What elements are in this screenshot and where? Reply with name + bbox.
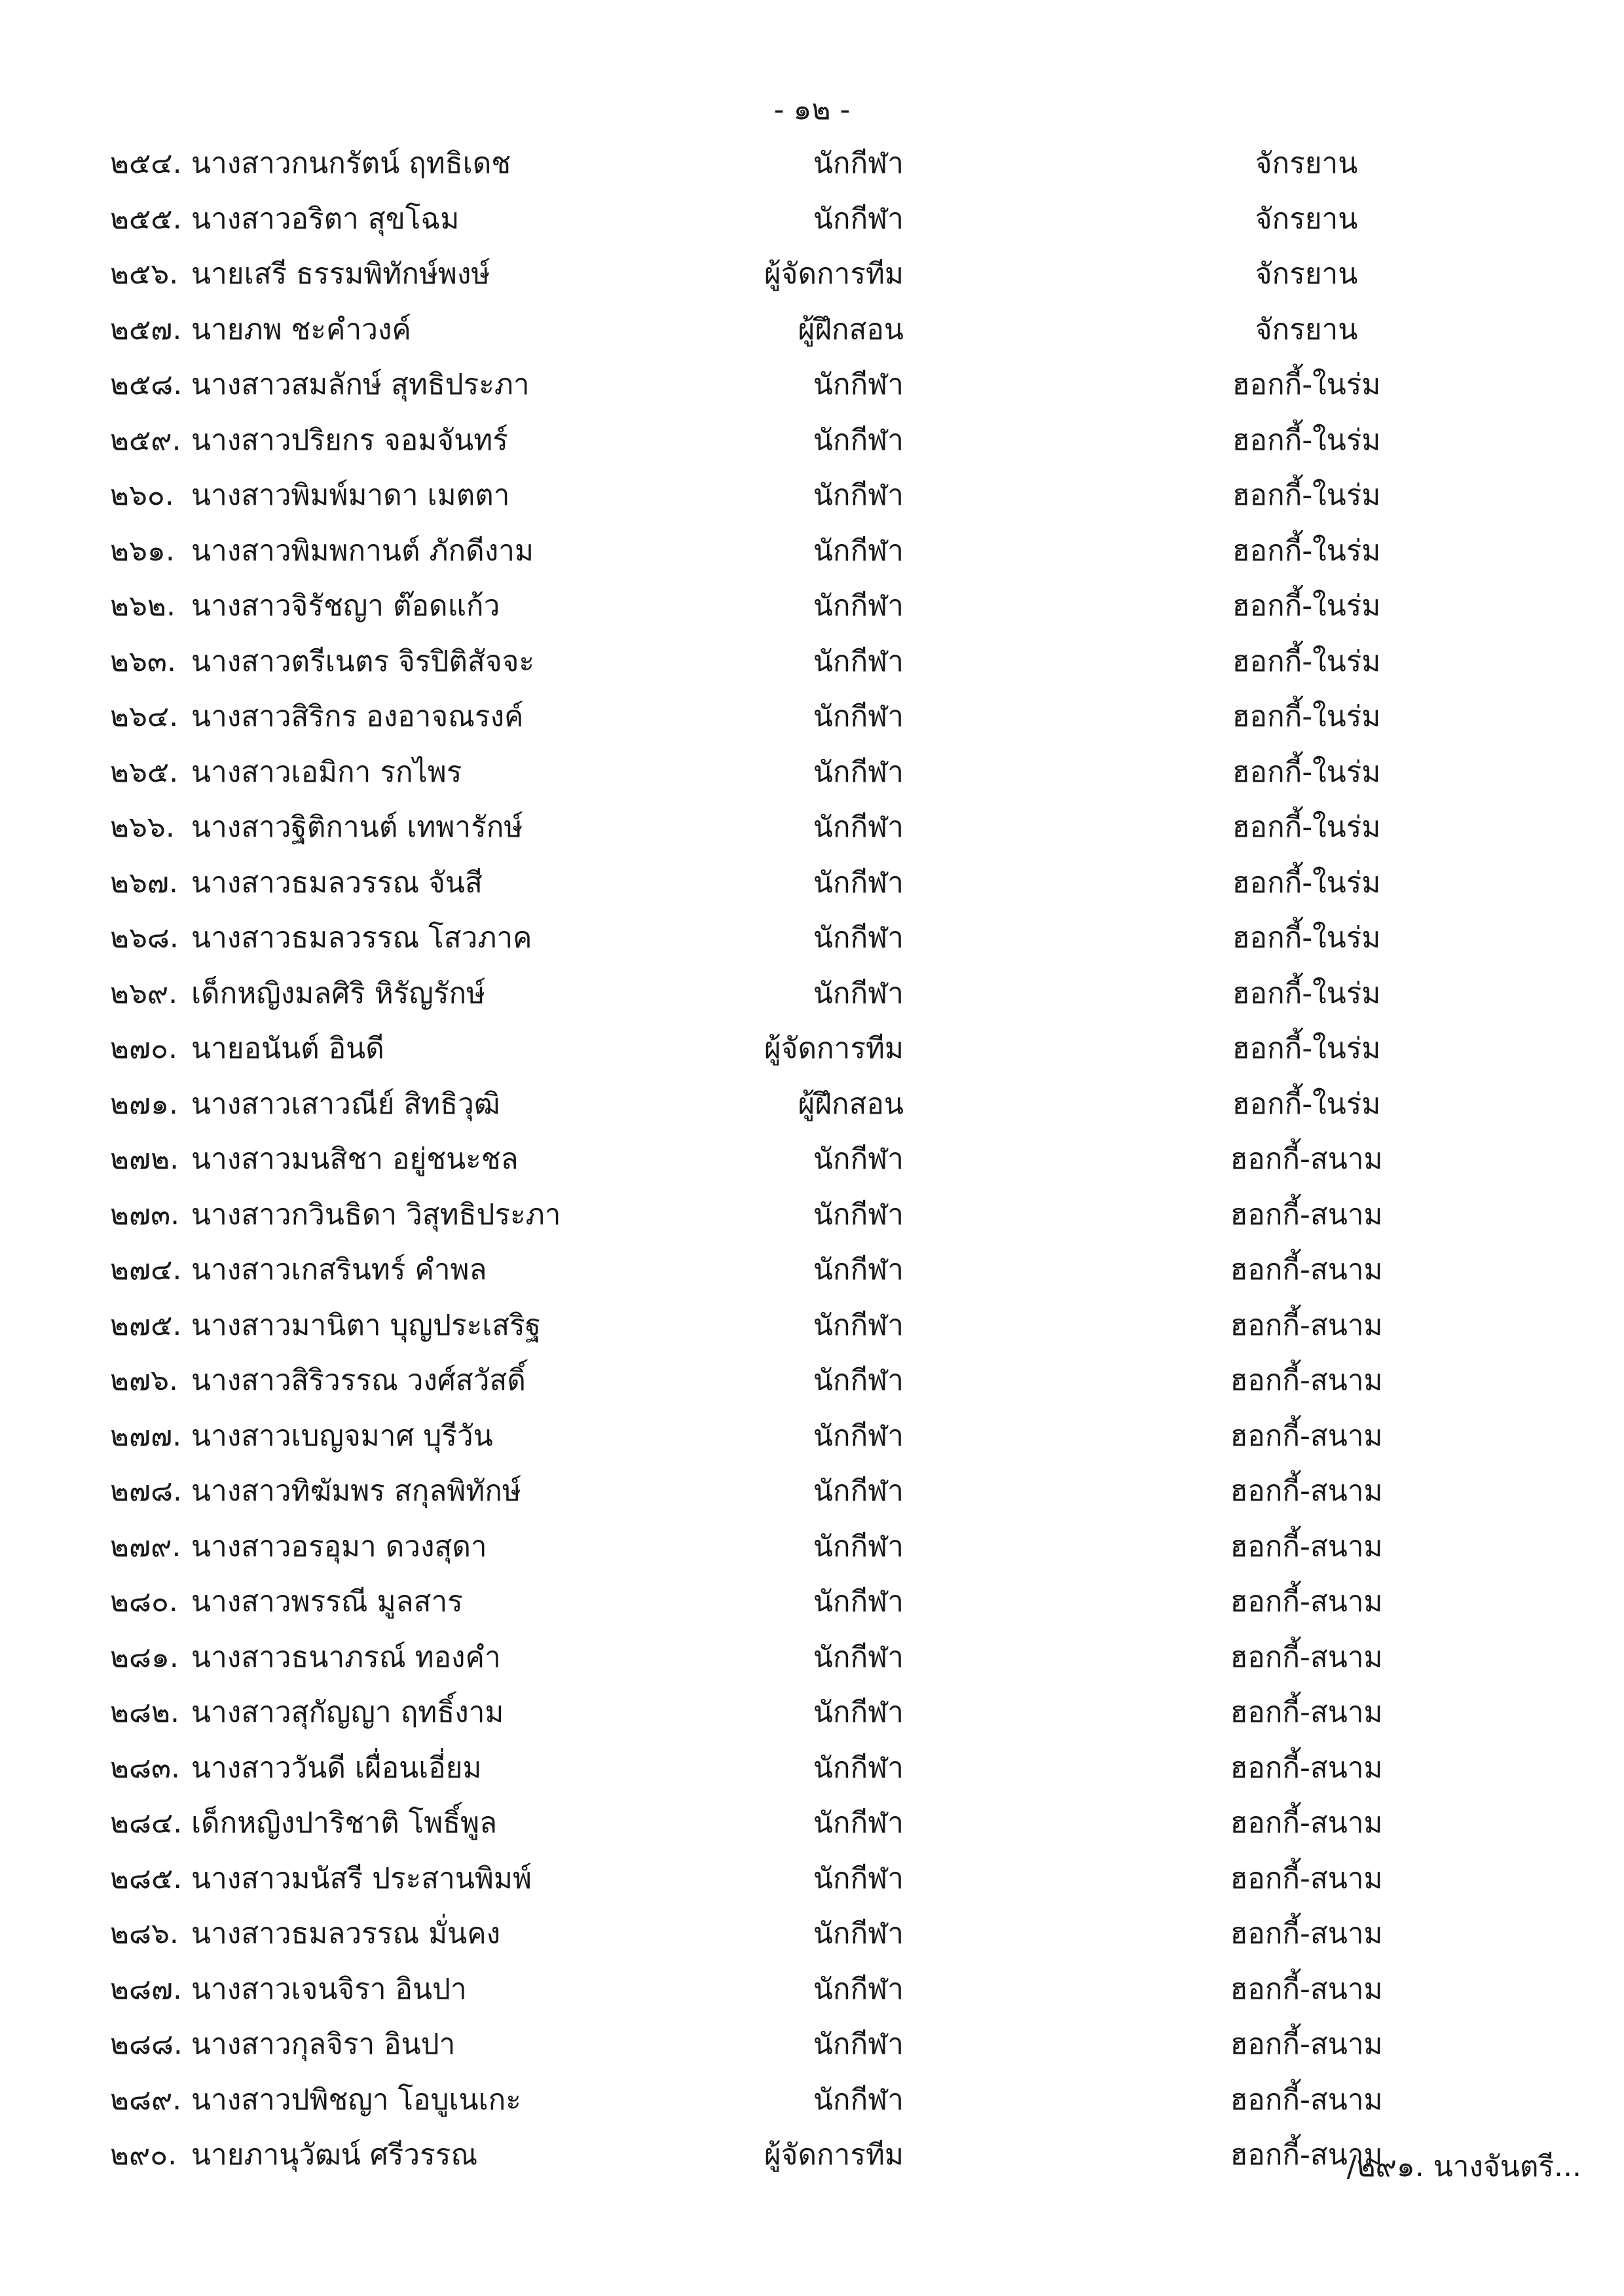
item-number: ๒๕๘.: [110, 368, 183, 401]
item-number: ๒๕๙.: [110, 423, 181, 457]
list-item: [0, 750, 1624, 805]
list-item: [0, 1524, 1624, 1580]
list-item: [0, 141, 1624, 196]
role-label: ผู้ฝึกสอน: [798, 1087, 904, 1121]
role-label: นักกีฬา: [813, 1364, 904, 1397]
item-number: ๒๖๗.: [110, 866, 179, 900]
sport-label: ฮอกกี้-สนาม: [1230, 1529, 1383, 1563]
sport-label: ฮอกกี้-ในร่ม: [1232, 866, 1381, 900]
person-name: นายภานุวัฒน์ ศรีวรรณ: [191, 2138, 478, 2172]
sport-label: ฮอกกี้-สนาม: [1230, 2028, 1383, 2061]
item-number: ๒๖๘.: [110, 921, 179, 955]
list-item: [0, 1800, 1624, 1856]
sport-label: จักรยาน: [1255, 147, 1358, 180]
sport-label: ฮอกกี้-สนาม: [1230, 1861, 1383, 1895]
item-number: ๒๕๖.: [110, 257, 179, 291]
sport-label: จักรยาน: [1255, 312, 1358, 346]
list-item: [0, 971, 1624, 1027]
role-label: นักกีฬา: [813, 1585, 904, 1618]
list-item: [0, 251, 1624, 307]
person-name: นางสาวมนสิชา อยู่ชนะชล: [191, 1142, 519, 1176]
role-label: นักกีฬา: [813, 202, 904, 236]
sport-label: ฮอกกี้-สนาม: [1230, 1640, 1383, 1674]
person-name: นางสาวเบญจมาศ บุรีวัน: [191, 1419, 493, 1453]
role-label: นักกีฬา: [813, 368, 904, 401]
list-item: [0, 1468, 1624, 1524]
item-number: ๒๖๑.: [110, 534, 175, 568]
item-number: ๒๗๕.: [110, 1308, 182, 1342]
person-name: นางสาวปพิชญา โอบูเนเกะ: [191, 2083, 521, 2117]
sport-label: ฮอกกี้-ในร่ม: [1232, 423, 1381, 457]
item-number: ๒๘๕.: [110, 1861, 183, 1895]
person-name: เด็กหญิงปาริชาติ โพธิ์พูล: [191, 1806, 498, 1840]
item-number: ๒๗๓.: [110, 1197, 180, 1231]
person-name: นางสาวสมลักษ์ สุทธิประภา: [191, 368, 530, 401]
person-name: นางสาวธมลวรรณ จันสี: [191, 866, 483, 900]
person-name: นางสาวกุลจิรา อินปา: [191, 2028, 456, 2061]
item-number: ๒๘๖.: [110, 1917, 179, 1950]
list-item: [0, 860, 1624, 916]
role-label: นักกีฬา: [813, 2083, 904, 2117]
list-item: [0, 362, 1624, 418]
person-name: นางสาวกวินธิดา วิสุทธิประภา: [191, 1197, 561, 1231]
person-name: นางสาวเอมิกา รกไพร: [191, 755, 462, 789]
role-label: นักกีฬา: [813, 811, 904, 844]
sport-label: ฮอกกี้-สนาม: [1230, 1696, 1383, 1729]
item-number: ๒๗๐.: [110, 1032, 177, 1065]
person-name: นายภพ ชะคำวงค์: [191, 312, 411, 346]
list-item: [0, 1579, 1624, 1635]
item-number: ๒๕๕.: [110, 202, 182, 236]
sport-label: ฮอกกี้-ในร่ม: [1232, 921, 1381, 955]
item-number: ๒๘๗.: [110, 1972, 183, 2006]
person-name: นางสาวสิริกร องอาจณรงค์: [191, 700, 524, 733]
person-name: นางสาวธมลวรรณ มั่นคง: [191, 1917, 501, 1950]
sport-label: ฮอกกี้-ในร่ม: [1232, 755, 1381, 789]
item-number: ๒๘๒.: [110, 1696, 179, 1729]
list-item: [0, 1247, 1624, 1303]
list-item: [0, 528, 1624, 584]
sport-label: ฮอกกี้-ในร่ม: [1232, 479, 1381, 512]
list-item: [0, 1745, 1624, 1801]
sport-label: ฮอกกี้-ในร่ม: [1232, 700, 1381, 733]
person-name: นางสาวเจนจิรา อินปา: [191, 1972, 467, 2006]
role-label: นักกีฬา: [813, 1696, 904, 1729]
sport-label: ฮอกกี้-ในร่ม: [1232, 589, 1381, 623]
person-name: นางสาวมนัสรี ประสานพิมพ์: [191, 1861, 532, 1895]
role-label: นักกีฬา: [813, 1474, 904, 1508]
person-name: นางสาวอรอุมา ดวงสุดา: [191, 1529, 487, 1563]
person-name: นายเสรี ธรรมพิทักษ์พงษ์: [191, 257, 490, 291]
item-number: ๒๖๐.: [110, 479, 174, 512]
sport-label: ฮอกกี้-สนาม: [1230, 1917, 1383, 1950]
person-name: เด็กหญิงมลศิริ หิรัญรักษ์: [191, 976, 486, 1010]
sport-label: ฮอกกี้-ในร่ม: [1232, 1032, 1381, 1065]
list-item: [0, 1690, 1624, 1745]
person-name: นายอนันต์ อินดี: [191, 1032, 384, 1065]
item-number: ๒๕๗.: [110, 312, 182, 346]
list-item: [0, 1192, 1624, 1248]
list-item: [0, 473, 1624, 528]
person-name: นางสาวพิมพ์มาดา เมตตา: [191, 479, 510, 512]
item-number: ๒๗๖.: [110, 1364, 179, 1397]
item-number: ๒๗๘.: [110, 1474, 183, 1508]
item-number: ๒๗๑.: [110, 1087, 179, 1121]
participant-list: [0, 141, 1624, 2188]
role-label: นักกีฬา: [813, 1253, 904, 1286]
sport-label: ฮอกกี้-สนาม: [1230, 1364, 1383, 1397]
list-item: [0, 1967, 1624, 2022]
sport-label: ฮอกกี้-ในร่ม: [1232, 368, 1381, 401]
item-number: ๒๖๓.: [110, 644, 176, 678]
item-number: ๒๖๖.: [110, 811, 175, 844]
list-item: [0, 915, 1624, 971]
item-number: ๒๖๔.: [110, 700, 179, 733]
sport-label: ฮอกกี้-ในร่ม: [1232, 534, 1381, 568]
role-label: นักกีฬา: [813, 1142, 904, 1176]
person-name: นางสาวฐิติกานต์ เทพารักษ์: [191, 811, 523, 844]
sport-label: ฮอกกี้-สนาม: [1230, 1585, 1383, 1618]
item-number: ๒๗๗.: [110, 1419, 182, 1453]
role-label: นักกีฬา: [813, 479, 904, 512]
list-item: [0, 196, 1624, 252]
sport-label: ฮอกกี้-สนาม: [1230, 1253, 1383, 1286]
role-label: นักกีฬา: [813, 1806, 904, 1840]
list-item: [0, 639, 1624, 695]
role-label: ผู้จัดการทีม: [764, 2138, 904, 2172]
item-number: ๒๘๘.: [110, 2028, 183, 2061]
role-label: นักกีฬา: [813, 755, 904, 789]
sport-label: ฮอกกี้-สนาม: [1230, 1142, 1383, 1176]
person-name: นางสาวธนาภรณ์ ทองคำ: [191, 1640, 501, 1674]
role-label: นักกีฬา: [813, 147, 904, 180]
role-label: นักกีฬา: [813, 534, 904, 568]
sport-label: จักรยาน: [1255, 202, 1358, 236]
item-number: ๒๗๒.: [110, 1142, 179, 1176]
role-label: นักกีฬา: [813, 1529, 904, 1563]
item-number: ๒๕๔.: [110, 147, 182, 180]
item-number: ๒๗๔.: [110, 1253, 182, 1286]
list-item: [0, 2022, 1624, 2077]
item-number: ๒๙๐.: [110, 2138, 177, 2172]
person-name: นางสาวสิริวรรณ วงศ์สวัสดิ์: [191, 1364, 526, 1397]
person-name: นางสาวสุกัญญา ฤทธิ์งาม: [191, 1696, 504, 1729]
item-number: ๒๘๓.: [110, 1751, 181, 1785]
page-number: - ๑๒ -: [773, 93, 851, 126]
sport-label: ฮอกกี้-สนาม: [1230, 1751, 1383, 1785]
person-name: นางสาวเสาวณีย์ สิทธิวุฒิ: [191, 1087, 500, 1121]
sport-label: ฮอกกี้-สนาม: [1230, 1419, 1383, 1453]
person-name: นางสาวตรีเนตร จิรปิติสัจจะ: [191, 644, 535, 678]
list-item: [0, 1911, 1624, 1967]
person-name: นางสาวทิฆัมพร สกุลพิทักษ์: [191, 1474, 521, 1508]
list-item: [0, 805, 1624, 860]
person-name: นางสาวพิมพกานต์ ภักดีงาม: [191, 534, 534, 568]
list-item: [0, 1082, 1624, 1137]
person-name: นางสาวกนกรัตน์ ฤทธิเดช: [191, 147, 511, 180]
sport-label: ฮอกกี้-สนาม: [1230, 1308, 1383, 1342]
person-name: นางสาวธมลวรรณ โสวภาค: [191, 921, 532, 955]
person-name: นางสาวมานิตา บุญประเสริฐ: [191, 1308, 542, 1342]
role-label: นักกีฬา: [813, 644, 904, 678]
role-label: ผู้ฝึกสอน: [798, 312, 904, 346]
sport-label: ฮอกกี้-สนาม: [1230, 1972, 1383, 2006]
role-label: นักกีฬา: [813, 700, 904, 733]
role-label: นักกีฬา: [813, 1197, 904, 1231]
sport-label: ฮอกกี้-สนาม: [1230, 1806, 1383, 1840]
sport-label: จักรยาน: [1255, 257, 1358, 291]
role-label: นักกีฬา: [813, 921, 904, 955]
role-label: นักกีฬา: [813, 423, 904, 457]
role-label: ผู้จัดการทีม: [764, 257, 904, 291]
sport-label: ฮอกกี้-สนาม: [1230, 2138, 1383, 2172]
item-number: ๒๘๙.: [110, 2083, 182, 2117]
continuation-note: /๒๙๑. นางจันตรี...: [1346, 2150, 1581, 2183]
list-item: [0, 1413, 1624, 1469]
item-number: ๒๘๔.: [110, 1806, 183, 1840]
list-item: [0, 418, 1624, 473]
list-item: [0, 694, 1624, 750]
item-number: ๒๖๕.: [110, 755, 179, 789]
list-item: [0, 583, 1624, 639]
sport-label: ฮอกกี้-ในร่ม: [1232, 644, 1381, 678]
list-item: [0, 1635, 1624, 1690]
item-number: ๒๗๙.: [110, 1529, 181, 1563]
role-label: นักกีฬา: [813, 1917, 904, 1950]
person-name: นางสาวปริยกร จอมจันทร์: [191, 423, 508, 457]
role-label: นักกีฬา: [813, 589, 904, 623]
person-name: นางสาวพรรณี มูลสาร: [191, 1585, 463, 1618]
role-label: นักกีฬา: [813, 1861, 904, 1895]
role-label: นักกีฬา: [813, 1419, 904, 1453]
sport-label: ฮอกกี้-ในร่ม: [1232, 1087, 1381, 1121]
item-number: ๒๖๒.: [110, 589, 175, 623]
list-item: [0, 1358, 1624, 1413]
role-label: นักกีฬา: [813, 2028, 904, 2061]
role-label: นักกีฬา: [813, 1972, 904, 2006]
item-number: ๒๘๑.: [110, 1640, 179, 1674]
person-name: นางสาวอริตา สุขโฉม: [191, 202, 460, 236]
role-label: ผู้จัดการทีม: [764, 1032, 904, 1065]
sport-label: ฮอกกี้-ในร่ม: [1232, 976, 1381, 1010]
sport-label: ฮอกกี้-สนาม: [1230, 2083, 1383, 2117]
role-label: นักกีฬา: [813, 976, 904, 1010]
role-label: นักกีฬา: [813, 1751, 904, 1785]
sport-label: ฮอกกี้-ในร่ม: [1232, 811, 1381, 844]
list-item: [0, 307, 1624, 363]
list-item: [0, 2077, 1624, 2133]
list-item: [0, 1303, 1624, 1358]
list-item: [0, 1137, 1624, 1192]
role-label: นักกีฬา: [813, 866, 904, 900]
person-name: นางสาววันดี เผื่อนเอี่ยม: [191, 1751, 482, 1785]
sport-label: ฮอกกี้-สนาม: [1230, 1197, 1383, 1231]
item-number: ๒๘๐.: [110, 1585, 178, 1618]
item-number: ๒๖๙.: [110, 976, 178, 1010]
list-item: [0, 1026, 1624, 1082]
list-item: [0, 1856, 1624, 1912]
person-name: นางสาวเกสรินทร์ คำพล: [191, 1253, 487, 1286]
person-name: นางสาวจิรัชญา ต๊อดแก้ว: [191, 589, 500, 623]
role-label: นักกีฬา: [813, 1640, 904, 1674]
sport-label: ฮอกกี้-สนาม: [1230, 1474, 1383, 1508]
role-label: นักกีฬา: [813, 1308, 904, 1342]
